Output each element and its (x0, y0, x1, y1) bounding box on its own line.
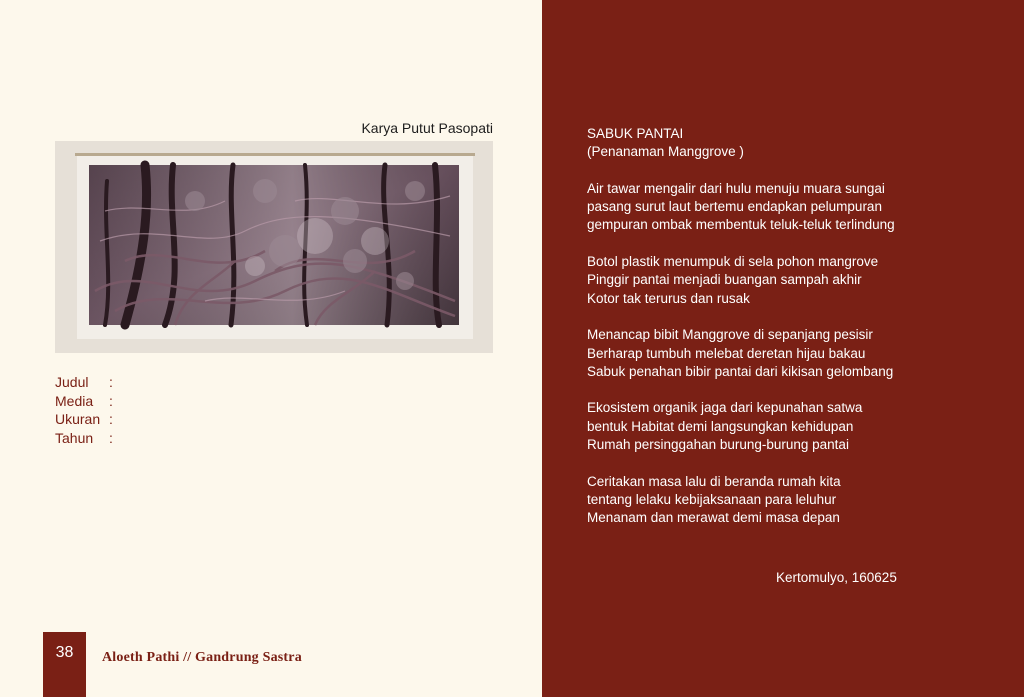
poem-line: Berharap tumbuh melebat deretan hijau bakau (587, 345, 866, 361)
poem-signature: Kertomulyo, 160625 (776, 570, 897, 585)
meta-label: Tahun (55, 429, 94, 446)
meta-label: Judul (55, 374, 89, 390)
poem-title: SABUK PANTAI (587, 126, 684, 141)
poem-line: Ceritakan masa lalu di beranda rumah kita (587, 473, 841, 489)
meta-row-media (55, 392, 113, 411)
meta-row-tahun (55, 429, 113, 448)
meta-label: Ukuran (55, 411, 101, 427)
poem-line: pasang surut laut bertemu endapkan pelumpuran (587, 199, 882, 215)
poem-line: tentang lelaku kebijaksanaan para leluhur (587, 491, 837, 507)
poem-line: Menanam dan merawat demi masa depan (587, 510, 840, 526)
poem-stanza (587, 253, 895, 308)
poem-line: bentuk Habitat demi langsungkan kehidupan (587, 418, 854, 434)
poem-line: Ekosistem organik jaga dari kepunahan satwa (587, 400, 863, 416)
poem-line: Rumah persinggahan burung-burung pantai (587, 437, 849, 453)
meta-label: Media (55, 392, 94, 409)
poem-line: Air tawar mengalir dari hulu menuju muara sungai (587, 180, 885, 196)
poem-stanza (587, 180, 895, 235)
meta-row-ukuran (55, 410, 113, 429)
artwork-meta-list (55, 373, 113, 447)
poem-line: Sabuk penahan bibir pantai dari kikisan gelombang (587, 363, 894, 379)
poem-line: Kotor tak terurus dan rusak (587, 290, 750, 306)
meta-separator: : (109, 411, 113, 427)
poem (587, 125, 895, 528)
artwork-caption: Karya Putut Pasopati (361, 120, 493, 136)
poem-line: Menancap bibit Manggrove di sepanjang pesisir (587, 327, 873, 343)
page-number-tab (43, 632, 86, 697)
running-footer-title: Aloeth Pathi // Gandrung Sastra (102, 650, 302, 665)
poem-line: Botol plastik menumpuk di sela pohon mangrove (587, 254, 879, 270)
meta-separator: : (109, 392, 113, 409)
page-number: 38 (55, 644, 74, 661)
meta-separator: : (109, 429, 113, 446)
poem-stanza (587, 399, 895, 454)
mangrove-painting-image (55, 141, 493, 353)
poem-subtitle: (Penanaman Manggrove ) (587, 144, 744, 160)
meta-separator: : (109, 374, 113, 390)
poem-line: Pinggir pantai menjadi buangan sampah akhir (587, 272, 862, 288)
poem-stanza (587, 326, 895, 381)
poem-line: gempuran ombak membentuk teluk-teluk terlindung (587, 217, 895, 233)
meta-row-judul (55, 373, 113, 392)
poem-stanza (587, 473, 895, 528)
